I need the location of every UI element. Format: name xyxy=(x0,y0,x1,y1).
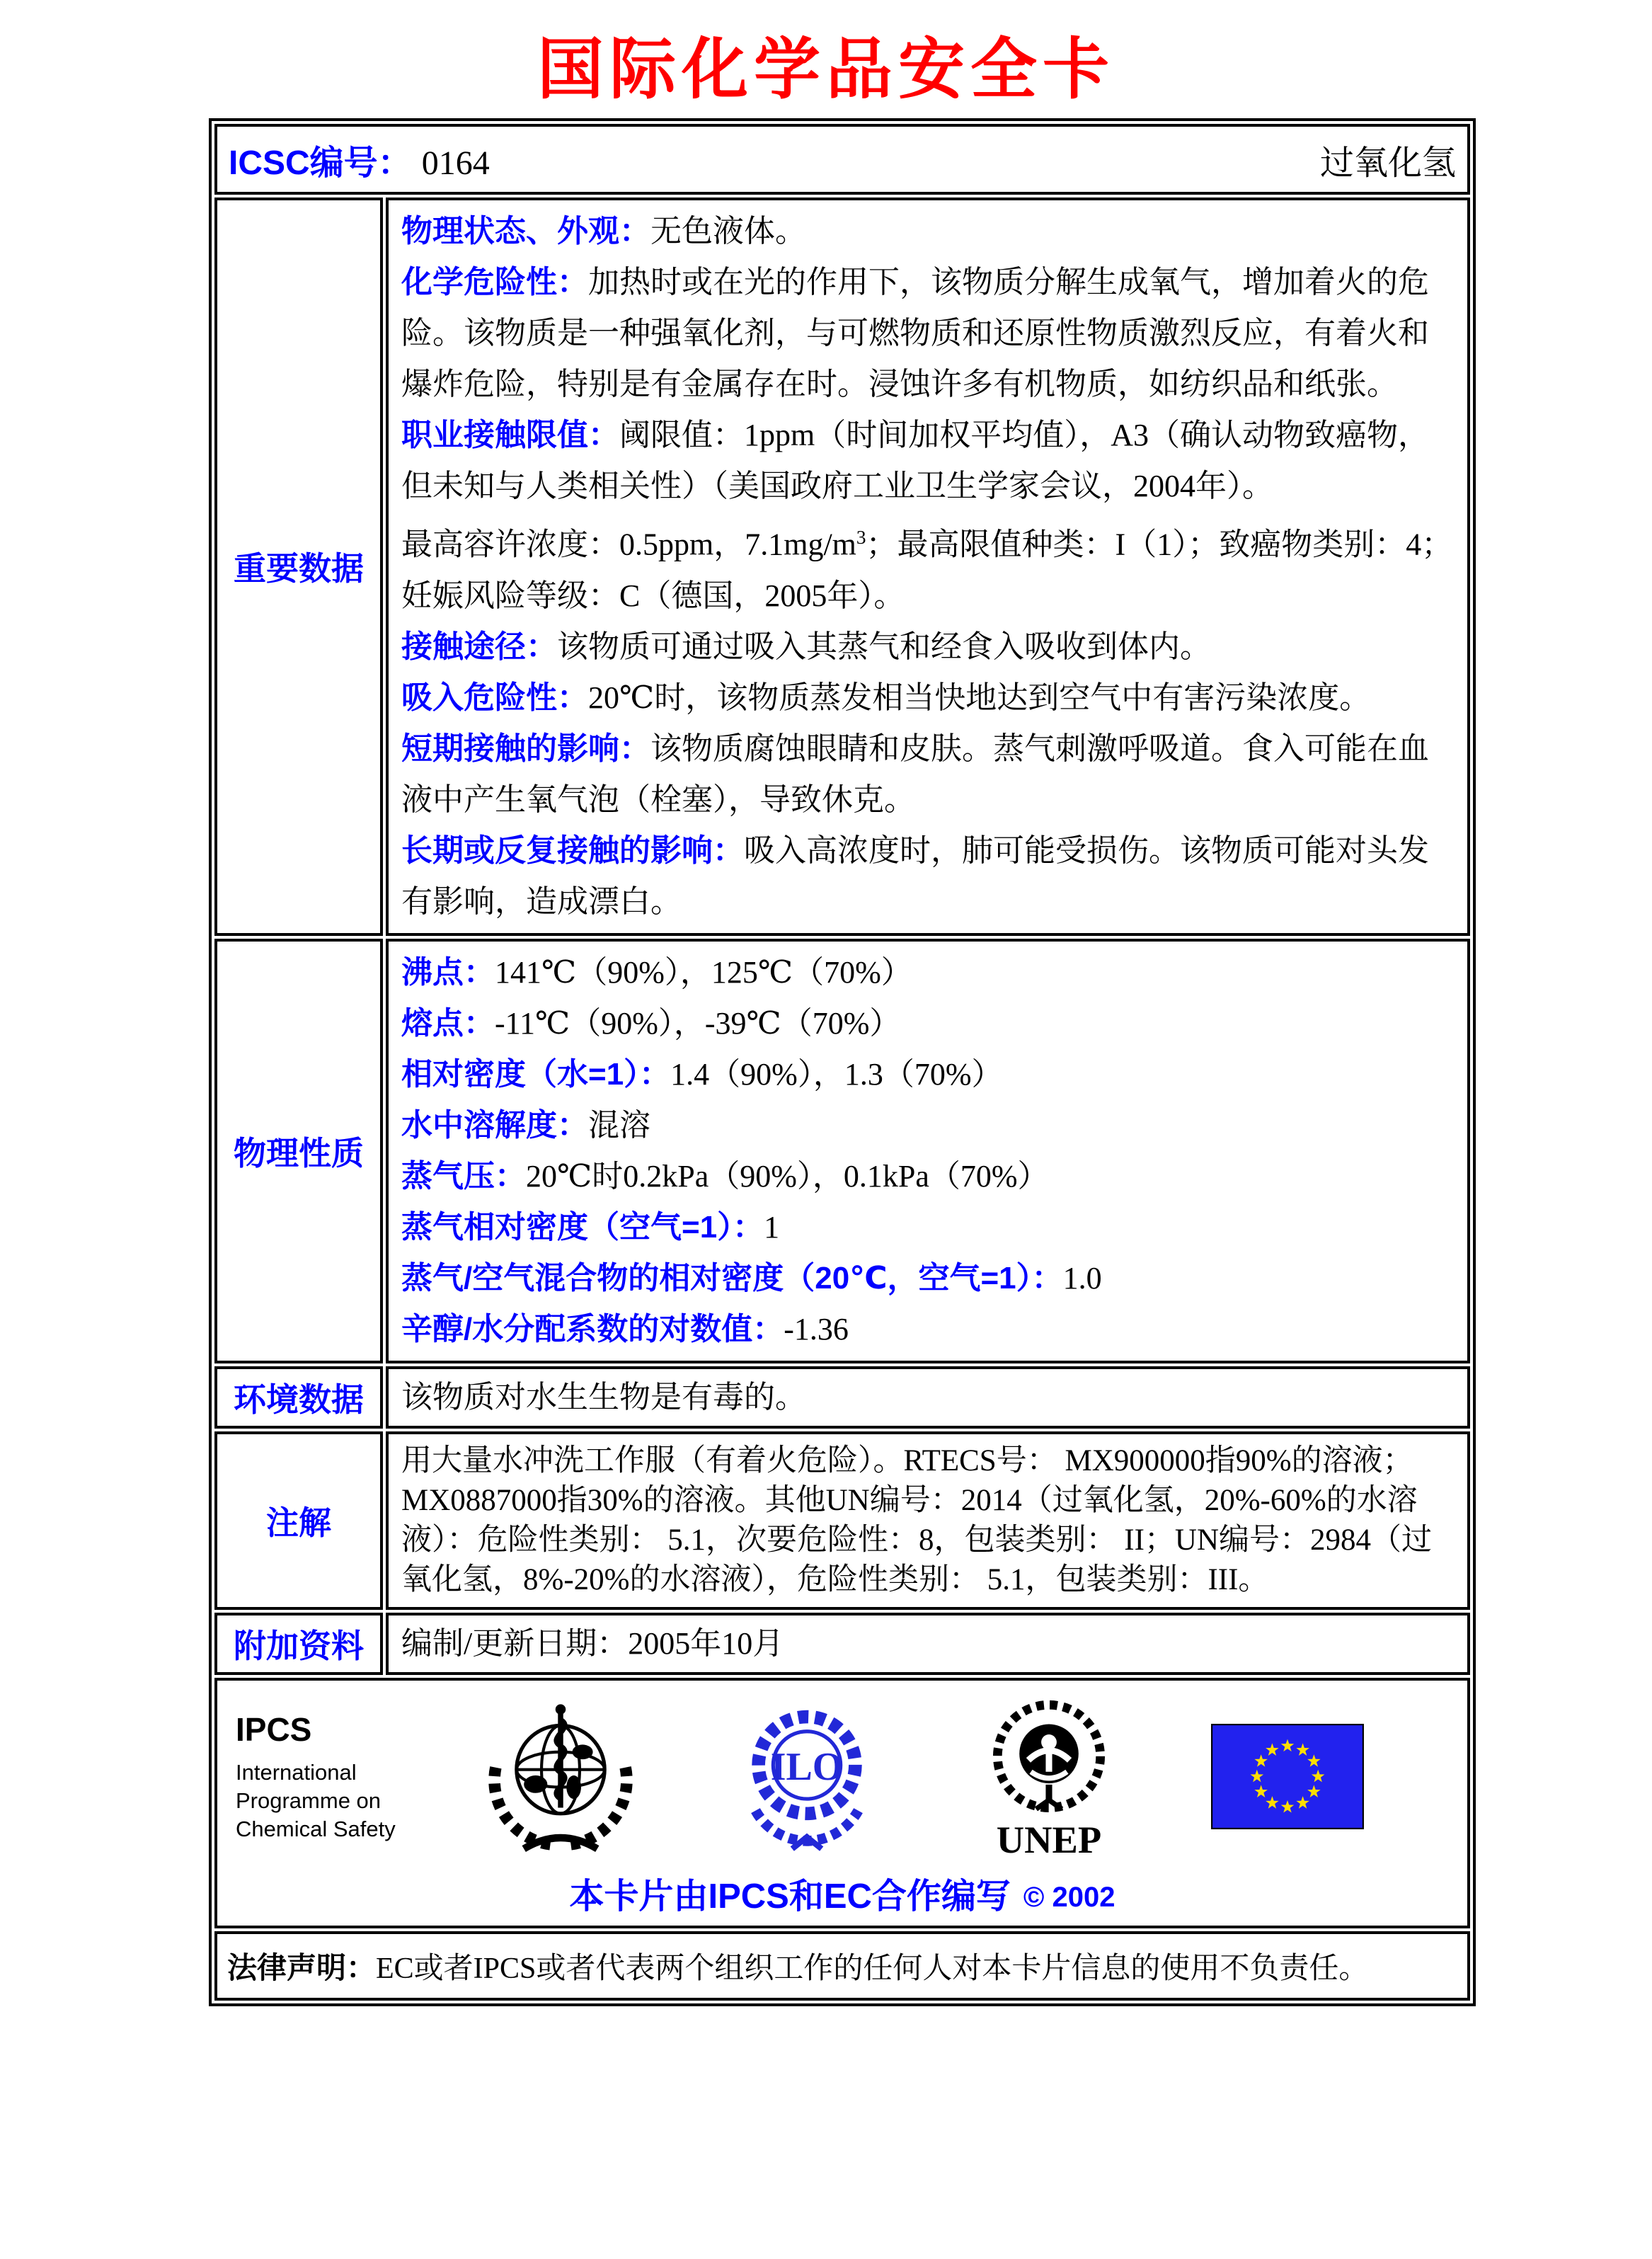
legal-cell xyxy=(214,1931,1470,2001)
environmental-data-content: 该物质对水生生物是有毒的。 xyxy=(386,1366,1470,1429)
ipcs-line-2: Programme on xyxy=(236,1788,382,1813)
unep-letters: UNEP xyxy=(997,1817,1102,1861)
icsc-number-label: ICSC编号： xyxy=(229,144,412,182)
important-data-row xyxy=(214,198,1470,936)
eu-flag-icon xyxy=(1211,1724,1364,1829)
legal-label: 法律声明： xyxy=(227,1950,377,1984)
environmental-data-row xyxy=(214,1366,1470,1429)
icsc-number-group xyxy=(229,135,490,184)
page-title: 国际化学品安全卡 xyxy=(537,32,1115,106)
field-boiling-point: 沸点：141℃（90%），125℃（70%） xyxy=(401,954,912,990)
ilo-letters: ILO xyxy=(770,1744,844,1789)
superscript-3: 3 xyxy=(856,527,866,548)
icsc-number-value: 0164 xyxy=(421,144,490,182)
notes-row xyxy=(214,1431,1470,1610)
field-physical-state-appearance: 物理状态、外观：无色液体。 xyxy=(401,214,806,248)
row-label-notes: 注解 xyxy=(214,1431,383,1610)
field-relative-density: 相对密度（水=1）：1.4（90%），1.3（70%） xyxy=(401,1056,1003,1092)
ipcs-line-1: International xyxy=(236,1759,357,1785)
legal-row xyxy=(214,1931,1470,2001)
icsc-card-table xyxy=(209,118,1476,2006)
ipcs-wordmark xyxy=(236,1710,396,1843)
field-short-term-effects: 短期接触的影响：该物质腐蚀眼睛和皮肤。蒸气刺激呼吸道。食入可能在血液中产生氧气泡（栓塞），导致休克。 xyxy=(401,731,1429,817)
chemical-name: 过氧化氢 xyxy=(1319,144,1456,182)
ilo-logo-icon xyxy=(726,1696,888,1858)
card-credit-line xyxy=(236,1869,1449,1918)
important-data-content xyxy=(386,198,1470,936)
row-label-physical-properties: 物理性质 xyxy=(214,939,383,1363)
ipcs-acronym: IPCS xyxy=(236,1710,312,1748)
field-mak-limits: 最高容许浓度：0.5ppm，$7.1mg/m^3$；最高限值种类：I（1）；致癌物类别：4；妊娠风险等级：C（德国，2005年）。 xyxy=(401,527,1453,613)
field-vapor-relative-density: 蒸气相对密度（空气=1）：1 xyxy=(401,1209,780,1245)
legal-text: EC或者IPCS或者代表两个组织工作的任何人对本卡片信息的使用不负责任。 xyxy=(376,1952,1369,1985)
field-exposure-routes: 接触途径：该物质可通过吸入其蒸气和经食入吸收到体内。 xyxy=(401,629,1211,664)
field-chemical-danger: 化学危险性：加热时或在光的作用下，该物质分解生成氧气，增加着火的危险。该物质是一种强氧化剂，与可燃物质和还原性物质激烈反应，有着火和爆炸危险，特别是有金属存在时。浸蚀许多有机物质，如纺织品和纸张。 xyxy=(401,265,1429,401)
row-label-additional-info: 附加资料 xyxy=(214,1613,383,1675)
notes-content: 用大量水冲洗工作服（有着火危险）。RTECS号： MX900000指90%的溶液；MX0887000指30%的溶液。其他UN编号：2014（过氧化氢，20%-60%的水溶液）：危险性类别： 5.1，次要危险性：8，包装类别： II；UN编号：2984（过氧化氢，8%-20%的水溶液），危险性类别： 5.1，包装类别：III。 xyxy=(386,1431,1470,1610)
field-occupational-exposure-limits: 职业接触限值：阈限值：1ppm（时间加权平均值），A3（确认动物致癌物，但未知与人类相关性）（美国政府工业卫生学家会议，2004年）。 xyxy=(401,418,1429,503)
logos-row xyxy=(214,1678,1470,1928)
header-cell xyxy=(214,124,1470,195)
physical-properties-content xyxy=(386,939,1470,1363)
header-row xyxy=(214,124,1470,195)
logos-cell xyxy=(214,1678,1470,1928)
field-vapor-pressure: 蒸气压：20℃时0.2kPa（90%），0.1kPa（70%） xyxy=(401,1158,1049,1194)
field-water-solubility: 水中溶解度：混溶 xyxy=(401,1107,650,1143)
field-octanol-water-partition: 辛醇/水分配系数的对数值：-1.36 xyxy=(401,1311,849,1346)
who-logo-icon xyxy=(480,1696,641,1858)
ipcs-line-3: Chemical Safety xyxy=(236,1816,396,1841)
credit-text: 本卡片由IPCS和EC合作编写 xyxy=(569,1877,1011,1916)
copyright-text: © 2002 xyxy=(1023,1881,1115,1913)
unep-logo-icon xyxy=(972,1692,1126,1862)
field-vapor-air-mixture-density: 蒸气/空气混合物的相对密度（20℃，空气=1）：1.0 xyxy=(401,1260,1102,1296)
row-label-environmental-data: 环境数据 xyxy=(214,1366,383,1429)
physical-properties-row xyxy=(214,939,1470,1363)
field-melting-point: 熔点：-11℃（90%），-39℃（70%） xyxy=(401,1005,901,1041)
field-long-term-effects: 长期或反复接触的影响：吸入高浓度时，肺可能受损伤。该物质可能对头发有影响，造成漂白。 xyxy=(401,833,1429,919)
field-inhalation-risk: 吸入危险性：20℃时，该物质蒸发相当快地达到空气中有害污染浓度。 xyxy=(401,680,1371,715)
additional-info-content: 编制/更新日期：2005年10月 xyxy=(386,1613,1470,1675)
additional-info-row xyxy=(214,1613,1470,1675)
row-label-important-data: 重要数据 xyxy=(214,198,383,936)
